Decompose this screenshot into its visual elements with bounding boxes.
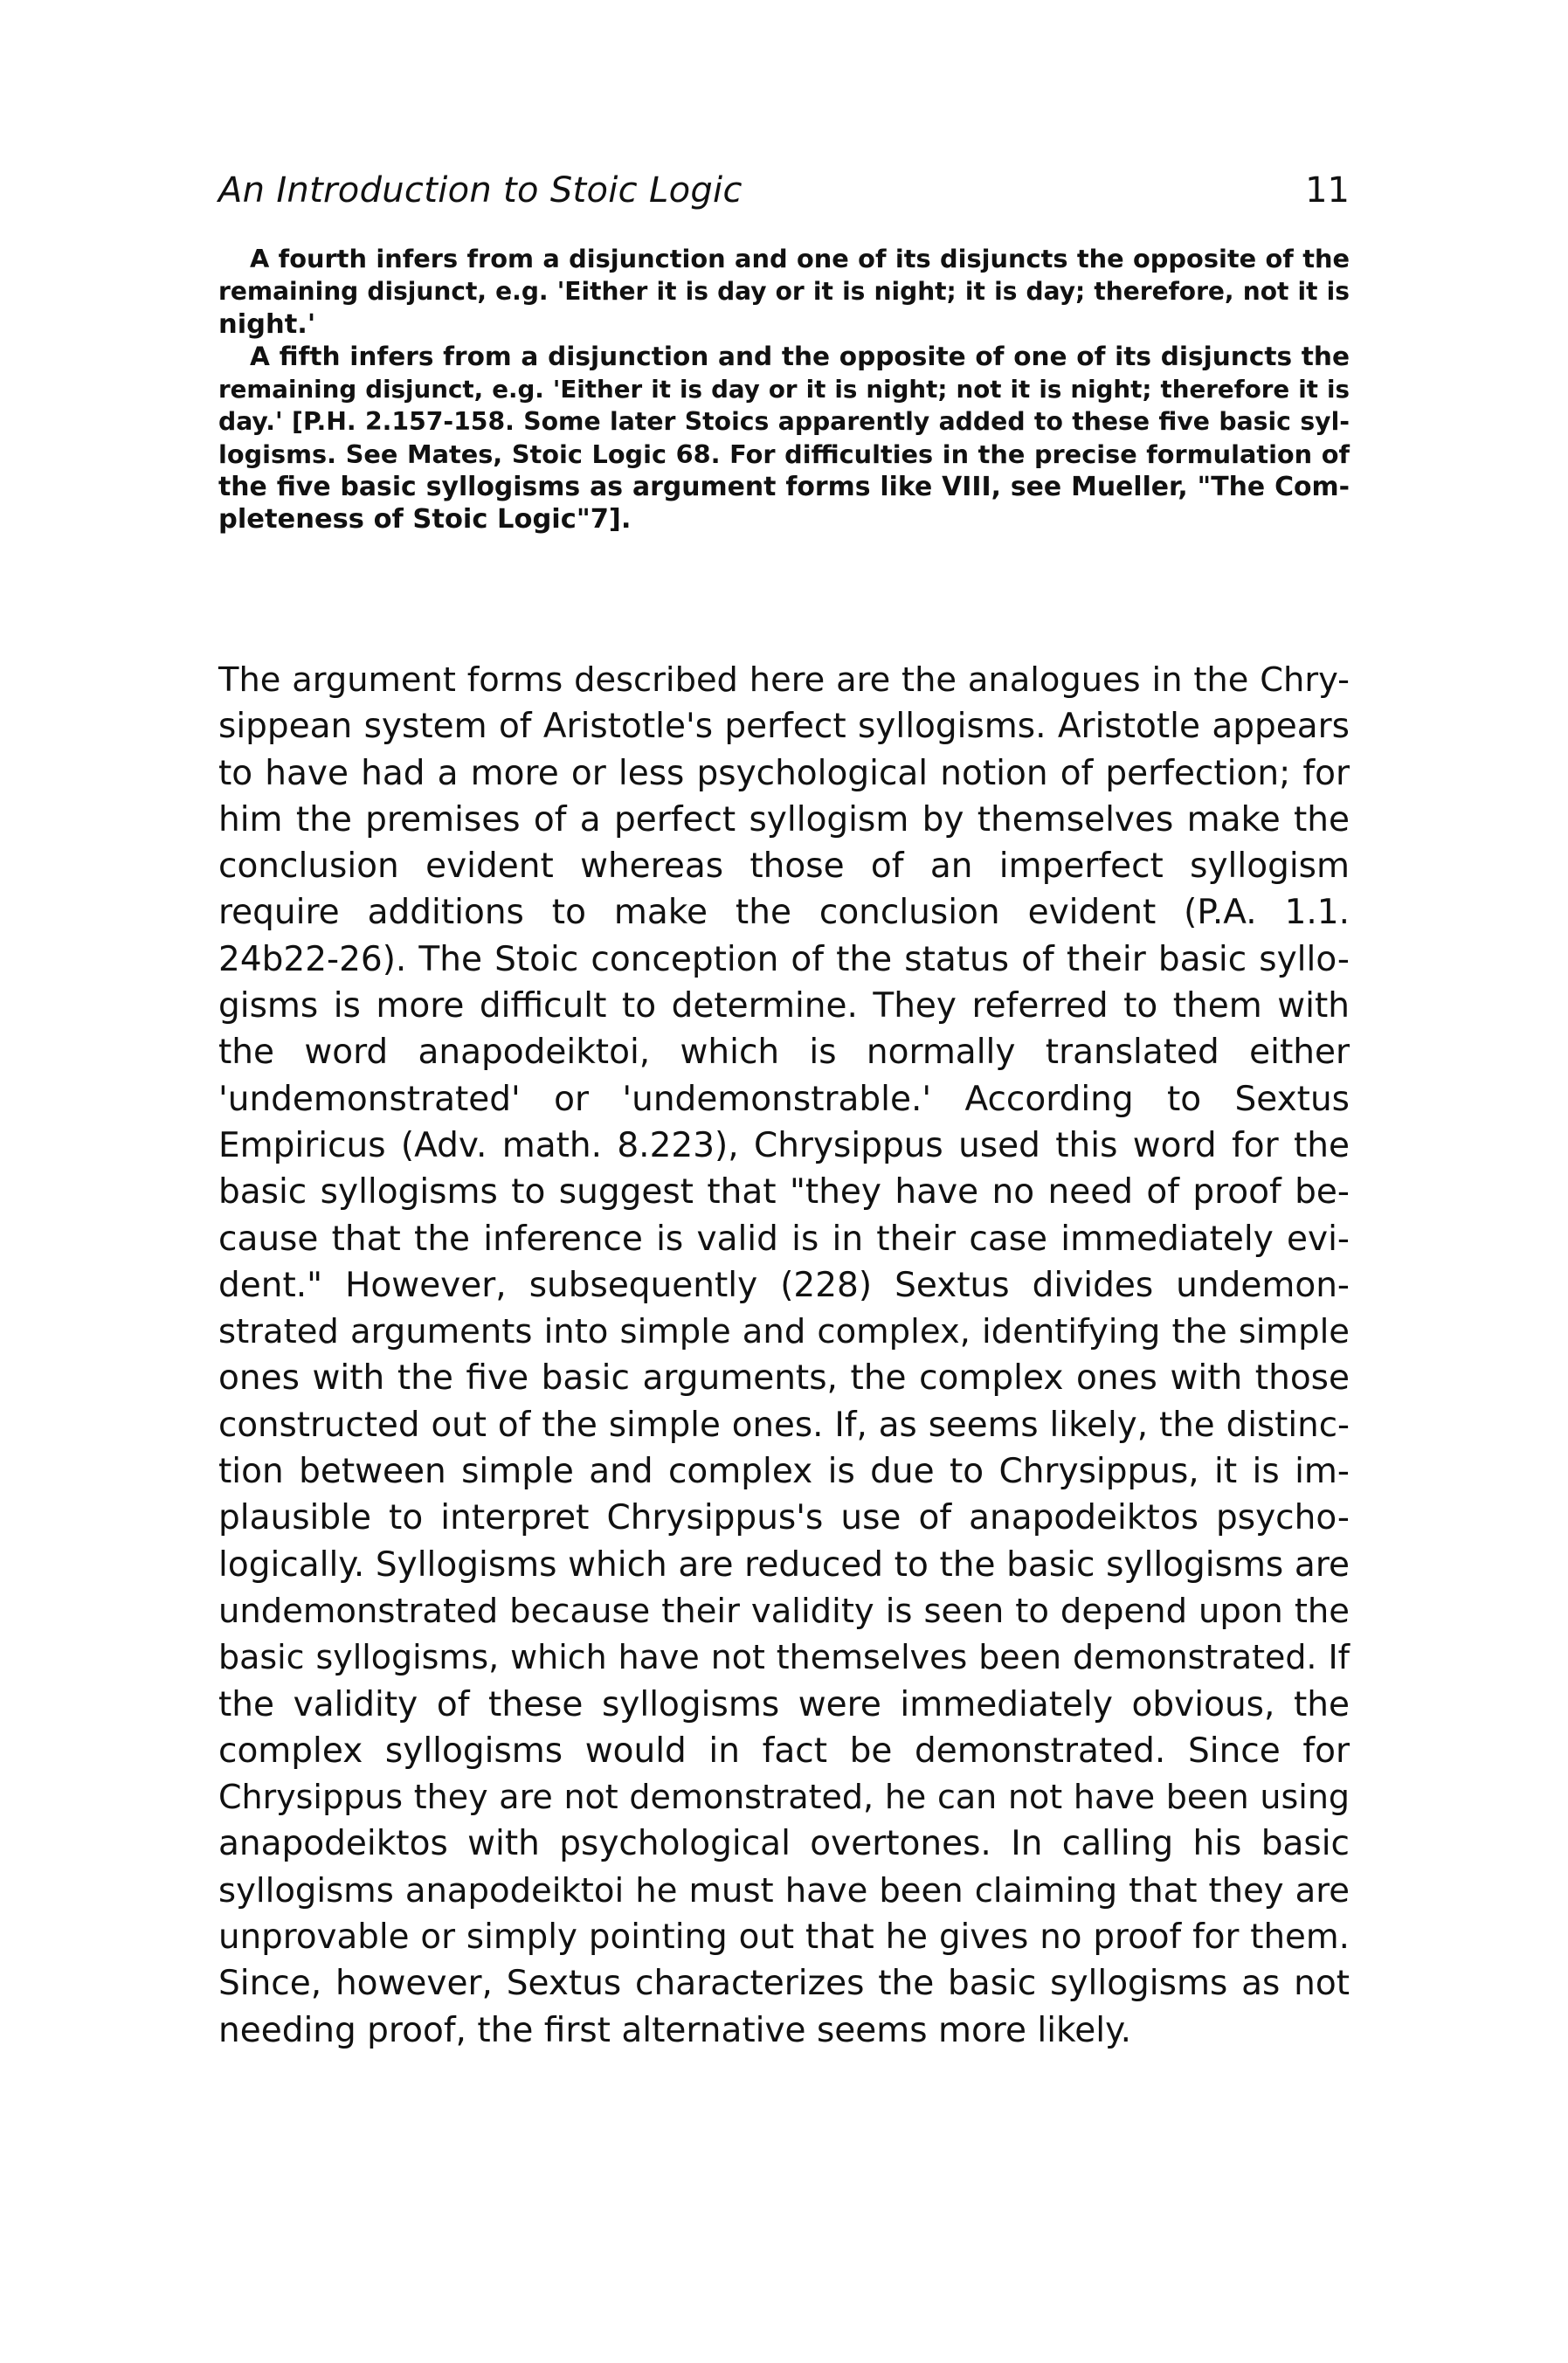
body-line: plausible to interpret Chrysippus's use of anapodeiktos psycho-: [218, 1498, 1350, 1538]
footnote-line: A fourth infers from a disjunction and one of its disjuncts the opposite of the: [250, 244, 1350, 273]
body-line: anapodeiktos with psychological overtones. In calling his basic: [218, 1824, 1350, 1864]
body-line: logically. Syllogisms which are reduced to the basic syllogisms are: [218, 1544, 1350, 1585]
body-line: Empiricus (Adv. math. 8.223), Chrysippus used this word for the: [218, 1125, 1350, 1165]
body-line: require additions to make the conclusion evident (P.A. 1.1.: [218, 893, 1350, 933]
body-line: cause that the inference is valid is in their case immediately evi-: [218, 1219, 1350, 1259]
body-line: basic syllogisms to suggest that "they have no need of proof be-: [218, 1172, 1350, 1213]
body-line: the validity of these syllogisms were immediately obvious, the: [218, 1684, 1350, 1724]
body-line: Since, however, Sextus characterizes the basic syllogisms as not: [218, 1964, 1350, 2004]
body-line: 24b22-26). The Stoic conception of the status of their basic syllo-: [218, 939, 1350, 979]
body-line: unprovable or simply pointing out that he gives no proof for them.: [218, 1917, 1350, 1958]
body-line: ones with the five basic arguments, the complex ones with those: [218, 1358, 1350, 1399]
body-line: The argument forms described here are the analogues in the Chry-: [218, 660, 1350, 700]
body-line: Chrysippus they are not demonstrated, he can not have been using: [218, 1778, 1350, 1817]
footnote-line: the five basic syllogisms as argument forms like VIII, see Mueller, "The Com-: [218, 472, 1350, 503]
footnote-line: logisms. See Mates, Stoic Logic 68. For difficulties in the precise formulation of: [218, 439, 1350, 469]
footnote-line: pleteness of Stoic Logic"7].: [218, 504, 632, 535]
body-line: gisms is more difficult to determine. They referred to them with: [218, 986, 1350, 1026]
body-line: to have had a more or less psychological notion of perfection; for: [218, 753, 1350, 793]
footnote-line: remaining disjunct, e.g. 'Either it is day or it is night; it is day; therefore, not it is: [218, 277, 1350, 307]
body-line: sippean system of Aristotle's perfect syllogisms. Aristotle appears: [218, 707, 1350, 747]
footnote-line: night.': [218, 308, 316, 340]
footnote-line: A fifth infers from a disjunction and the opposite of one of its disjuncts the: [250, 341, 1350, 371]
body-line: the word anapodeiktoi, which is normally translated either: [218, 1033, 1350, 1073]
footnote-line: remaining disjunct, e.g. 'Either it is day or it is night; not it is night; therefore it is: [218, 375, 1350, 404]
footnote-block: [218, 243, 1350, 536]
body-line: needing proof, the first alternative seems more likely.: [218, 2010, 1131, 2050]
running-head: [218, 170, 1350, 223]
body-line: conclusion evident whereas those of an imperfect syllogism: [218, 846, 1350, 887]
body-line: basic syllogisms, which have not themselves been demonstrated. If: [218, 1638, 1350, 1677]
body-line: strated arguments into simple and complex, identifying the simple: [218, 1312, 1350, 1352]
body-line: him the premises of a perfect syllogism by themselves make the: [218, 799, 1350, 839]
running-title: An Introduction to Stoic Logic: [218, 170, 743, 211]
body-line: 'undemonstrated' or 'undemonstrable.' According to Sextus: [218, 1079, 1350, 1119]
body-line: syllogisms anapodeiktoi he must have been claiming that they are: [218, 1870, 1350, 1910]
body-line: undemonstrated because their validity is seen to depend upon the: [218, 1591, 1350, 1631]
body-line: dent." However, subsequently (228) Sextus divides undemon-: [218, 1265, 1350, 1305]
footnote-line: day.' [P.H. 2.157-158. Some later Stoics apparently added to these five basic syl-: [218, 407, 1350, 437]
body-paragraph: [218, 657, 1350, 2054]
body-line: complex syllogisms would in fact be demonstrated. Since for: [218, 1731, 1350, 1771]
body-line: constructed out of the simple ones. If, as seems likely, the distinc-: [218, 1405, 1350, 1445]
body-line: tion between simple and complex is due to Chrysippus, it is im-: [218, 1452, 1350, 1492]
page-number: 11: [1305, 170, 1350, 211]
